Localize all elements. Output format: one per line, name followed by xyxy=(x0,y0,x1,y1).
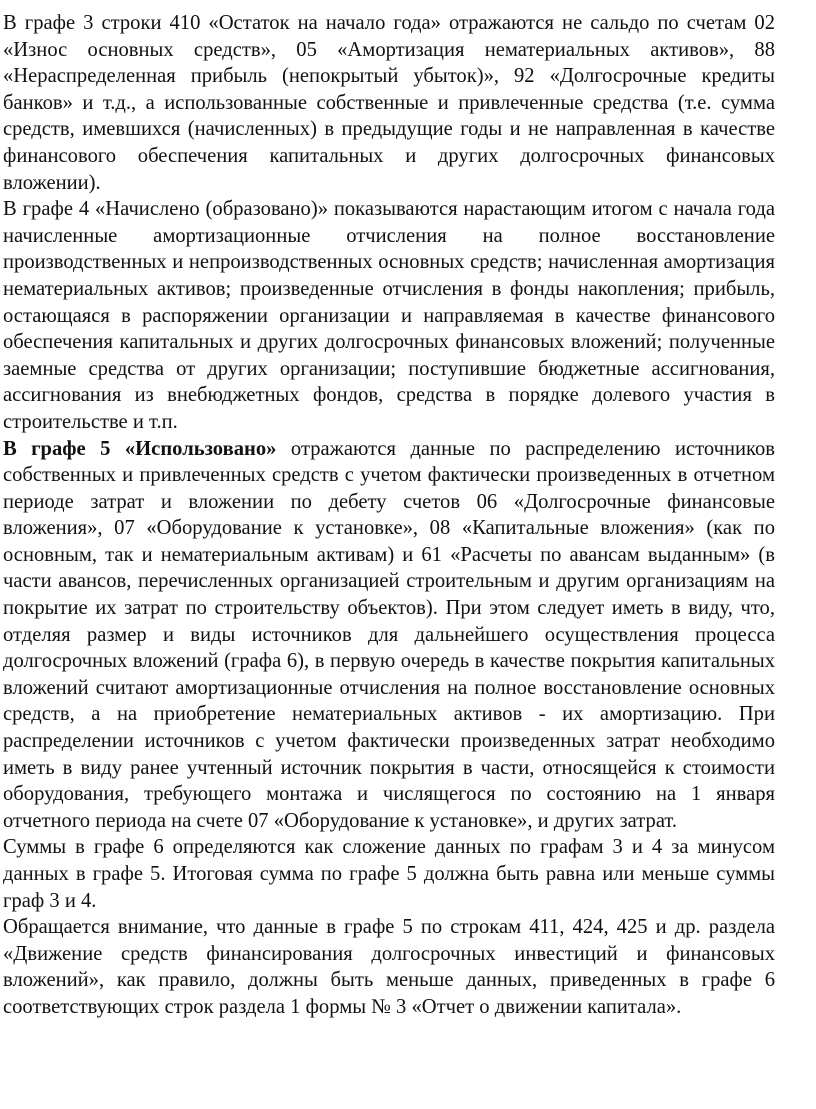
paragraph-text: Обращается внимание, что данные в графе 5 по строкам 411, 424, 425 и др. раздела «Движение средств финансирования долгосрочных инвестиций и финансовых вложений», как правило, должны быть меньше данных, приведенных в графе 6 соответствующих строк раздела 1 формы № 3 «Отчет о движении капитала». xyxy=(3,916,775,1018)
paragraph-text: В графе 4 «Начислено (образовано)» показываются нарастающим итогом с начала года начисленные амортизационные отчисления на полное восстановление производственных и непроизводственных основных средств; начисленная амортизация нематериальных активов; произведенные отчисления в фонды накопления; прибыль, остающаяся в распоряжении организации и направляемая в качестве финансового обеспечения капитальных и других долгосрочных финансовых вложений; полученные заемные средства от других организации; поступившие бюджетные ассигнования, ассигнования из внебюджетных фондов, средства в порядке долевого участия в строительстве и т.п. xyxy=(3,198,775,433)
paragraph-column-4 xyxy=(3,196,775,435)
paragraph-text: В графе 3 строки 410 «Остаток на начало года» отражаются не сальдо по счетам 02 «Износ основных средств», 05 «Амортизация нематериальных активов», 88 «Нераспределенная прибыль (непокрытый убыток)», 92 «Долгосрочные кредиты банков» и т.д., а использованные собственные и привлеченные средства (т.е. сумма средств, имевшихся (начисленных) в предыдущие годы и не направленная в качестве финансового обеспечения капитальных и других долгосрочных финансовых вложении). xyxy=(3,12,775,194)
paragraph-note xyxy=(3,914,775,1020)
paragraph-text: отражаются данные по распределению источников собственных и привлеченных средств с учетом фактически произведенных в отчетном периоде затрат и вложении по дебету счетов 06 «Долгосрочные финансовые вложения», 07 «Оборудование к установке», 08 «Капитальные вложения» (как по основным, так и нематериальным активам) и 61 «Расчеты по авансам выданным» (в части авансов, перечисленных организацией строительным и другим организациям на покрытие их затрат по строительству объектов). При этом следует иметь в виду, что, отделяя размер и виды источников для дальнейшего осуществления процесса долгосрочных вложений (графа 6), в первую очередь в качестве покрытия капитальных вложений считают амортизационные отчисления на полное восстановление основных средств, а на приобретение нематериальных активов - их амортизацию. При распределении источников с учетом фактически произведенных затрат необходимо иметь в виду ранее учтенный источник покрытия в части, относящейся к стоимости оборудования, требующего монтажа и числящегося по состоянию на 1 января отчетного периода на счете 07 «Оборудование к установке», и других затрат. xyxy=(3,437,775,832)
paragraph-text: Суммы в графе 6 определяются как сложение данных по графам 3 и 4 за минусом данных в графе 5. Итоговая сумма по графе 5 должна быть равна или меньше суммы граф 3 и 4. xyxy=(3,836,775,912)
paragraph-lead-bold: В графе 5 «Использовано» xyxy=(3,437,277,460)
paragraph-column-5 xyxy=(3,436,775,835)
paragraph-column-6 xyxy=(3,834,775,914)
paragraph-column-3 xyxy=(3,10,775,196)
